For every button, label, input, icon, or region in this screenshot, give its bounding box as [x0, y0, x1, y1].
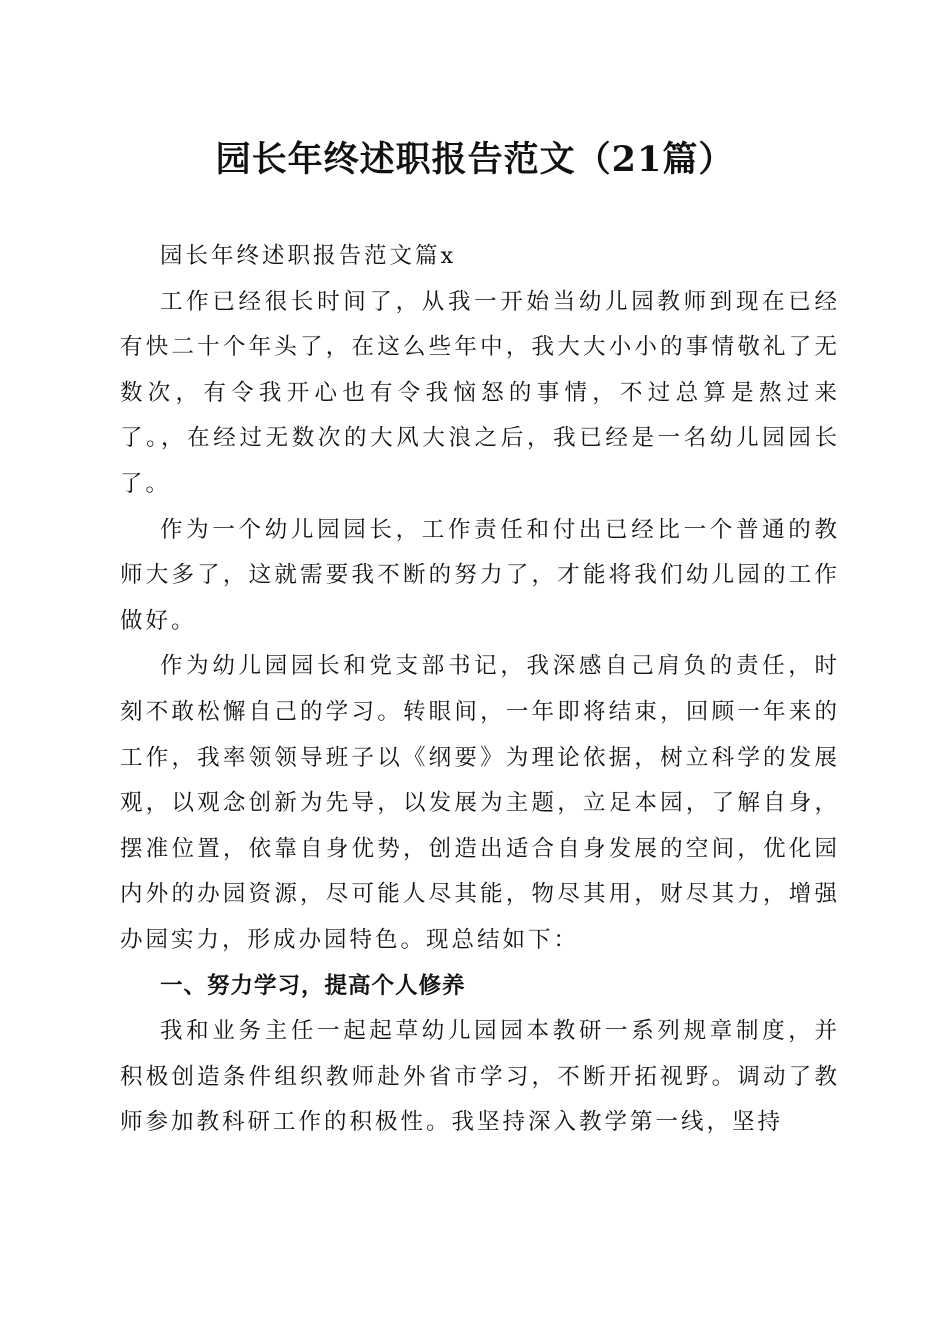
paragraph-4: 我和业务主任一起起草幼儿园园本教研一系列规章制度，并积极创造条件组织教师赴外省市学习，不断开拓视野。调动了教师参加教科研工作的积极性。我坚持深入教学第一线，坚持: [120, 1018, 840, 1136]
paragraph-2: 作为一个幼儿园园长，工作责任和付出已经比一个普通的教师大多了，这就需要我不断的努力了，才能将我们幼儿园的工作做好。: [120, 516, 840, 634]
document-title: 园长年终述职报告范文（21篇）: [215, 139, 735, 180]
paragraph-3: 作为幼儿园园长和党支部书记，我深感自己肩负的责任，时刻不敢松懈自己的学习。转眼间，一年即将结束，回顾一年来的工作，我率领领导班子以《纲要》为理论依据，树立科学的发展观，以观念创新为先导，以发展为主题，立足本园，了解自身，摆准位置，依靠自身优势，创造出适合自身发展的空间，优化园内外的办园资源，尽可能人尽其能，物尽其用，财尽其力，增强办园实力，形成办园特色。现总结如下：: [120, 653, 840, 953]
section-subtitle: 园长年终述职报告范文篇x: [160, 243, 457, 269]
document-body: [120, 234, 840, 1146]
paragraph-1: 工作已经很长时间了，从我一开始当幼儿园教师到现在已经有快二十个年头了，在这么些年中，我大大小小的事情敬礼了无数次，有令我开心也有令我恼怒的事情，不过总算是熬过来了。，在经过无数次的大风大浪之后，我已经是一名幼儿园园长了。: [120, 288, 840, 497]
section-heading: 一、努力学习，提高个人修养: [160, 972, 466, 999]
